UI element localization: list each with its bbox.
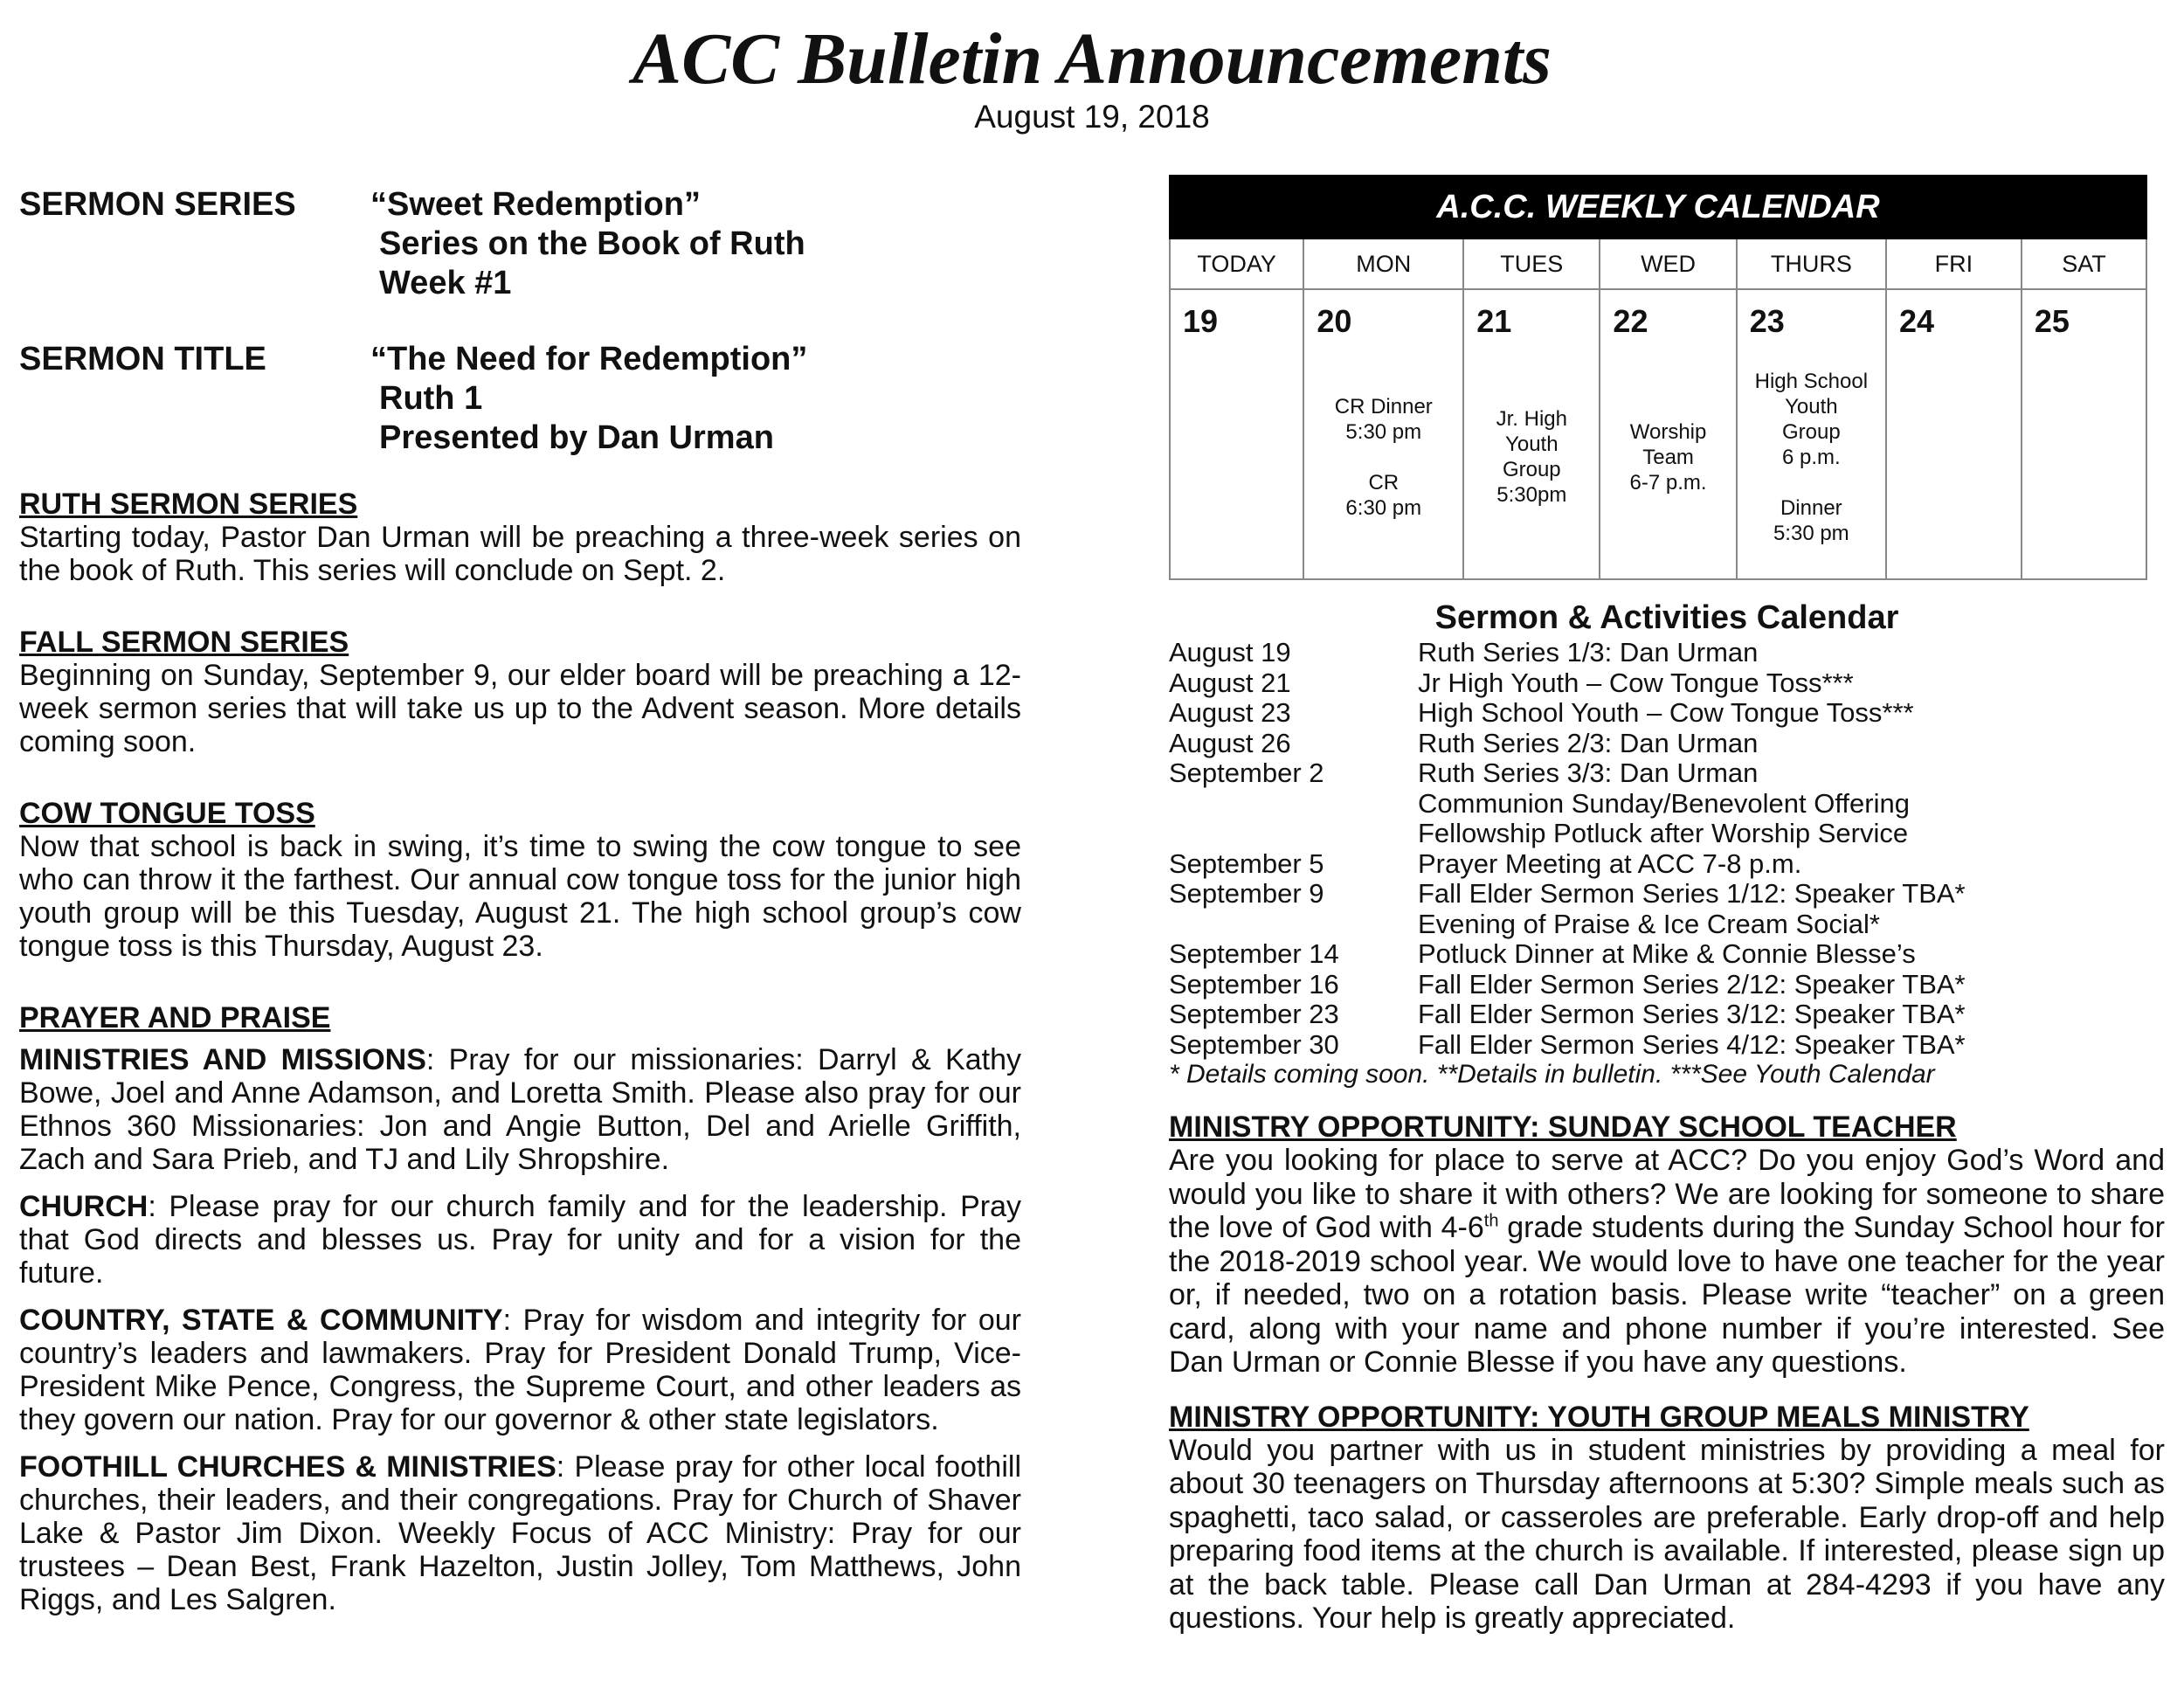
schedule-event: Fall Elder Sermon Series 2/12: Speaker TBA* <box>1418 968 1966 1000</box>
cow-tongue-heading: COW TONGUE TOSS <box>19 797 315 830</box>
schedule-event: Communion Sunday/Benevolent Offering <box>1418 787 1910 819</box>
calendar-event <box>1887 339 2021 575</box>
sermon-title-block <box>19 340 1021 458</box>
schedule-date: September 16 <box>1169 968 1339 1000</box>
calendar-cell <box>1303 289 1463 579</box>
calendar-event <box>1171 339 1303 575</box>
prayer-item <box>19 1043 1021 1176</box>
schedule-row <box>1169 849 2165 880</box>
weekly-calendar <box>1169 175 2147 580</box>
sermon-title-label: SERMON TITLE <box>19 341 266 377</box>
schedule-event: Jr High Youth – Cow Tongue Toss*** <box>1418 667 1854 698</box>
schedule-row <box>1169 638 2165 668</box>
calendar-cell <box>1463 289 1600 579</box>
teacher-text-part: Are you looking for place to serve at ACC? Do you enjoy God’s Word and would you like to share it with others? We are looking for someone to share the love of God with 4-6 <box>1169 1144 2165 1244</box>
schedule-row <box>1169 1000 2165 1030</box>
schedule-event: Fellowship Potluck after Worship Service <box>1418 818 1909 848</box>
calendar-event: High School Youth Group 6 p.m. Dinner 5:30 pm <box>1754 369 1869 545</box>
calendar-body-row <box>1170 289 2146 579</box>
calendar-cell <box>2022 289 2146 579</box>
teacher-text <box>1169 1144 2165 1380</box>
prayer-item-text: : Please pray for our church family and for the leadership. Pray that God directs and blesses us. Pray for unity and for a vision for the future. <box>19 1190 1021 1290</box>
calendar-cell <box>1737 289 1886 579</box>
sermon-title-line: “The Need for Redemption” <box>370 341 808 377</box>
prayer-item-label: FOOTHILL CHURCHES & MINISTRIES <box>19 1450 556 1484</box>
cow-tongue-text: Now that school is back in swing, it’s time to swing the cow tongue to see who can throw it the farthest. Our annual cow tongue toss for the junior high youth group will be this Tuesday, August 21. The high school group’s cow tongue toss is this Thursday, August 23. <box>19 830 1021 963</box>
schedule-date: August 23 <box>1169 697 1291 728</box>
schedule-row <box>1169 879 2165 910</box>
calendar-day-header: SAT <box>2022 239 2146 289</box>
teacher-text-sup: th <box>1483 1211 1499 1231</box>
schedule-event: Evening of Praise & Ice Cream Social* <box>1418 908 1880 939</box>
schedule-event: Ruth Series 2/3: Dan Urman <box>1418 727 1759 758</box>
prayer-item-label: CHURCH <box>19 1190 149 1223</box>
teacher-heading: MINISTRY OPPORTUNITY: SUNDAY SCHOOL TEACHER <box>1169 1110 1957 1144</box>
schedule-row <box>1169 970 2165 1000</box>
left-column <box>19 185 1021 1616</box>
right-column <box>1169 175 2165 1636</box>
schedule-date: September 5 <box>1169 847 1324 879</box>
schedule-event: Fall Elder Sermon Series 3/12: Speaker TBA* <box>1418 999 1966 1029</box>
calendar-cell <box>1600 289 1736 579</box>
schedule-event: Fall Elder Sermon Series 4/12: Speaker TBA* <box>1418 1028 1966 1060</box>
meals-heading: MINISTRY OPPORTUNITY: YOUTH GROUP MEALS MINISTRY <box>1169 1400 2029 1434</box>
schedule-event: Fall Elder Sermon Series 1/12: Speaker TBA* <box>1418 878 1966 909</box>
calendar-date: 22 <box>1613 303 1648 339</box>
bulletin-title: ACC Bulletin Announcements <box>632 18 1552 100</box>
schedule-date <box>1169 819 1418 849</box>
ruth-series-text: Starting today, Pastor Dan Urman will be preaching a three-week series on the book of Ruth. This series will conclude on Sept. 2. <box>19 521 1021 587</box>
calendar-title: A.C.C. WEEKLY CALENDAR <box>1170 176 2146 239</box>
schedule-row <box>1169 1030 2165 1061</box>
fall-series-text: Beginning on Sunday, September 9, our elder board will be preaching a 12-week sermon series that will take us up to the Advent season. More details coming soon. <box>19 659 1021 758</box>
sermon-title-line: Presented by Dan Urman <box>379 419 774 456</box>
schedule-date: August 19 <box>1169 637 1291 668</box>
calendar-date: 24 <box>1898 303 1934 339</box>
calendar-date: 20 <box>1317 303 1352 339</box>
calendar-day-header: THURS <box>1737 239 1886 289</box>
prayer-item-text: : Pray for wisdom and integrity for our country’s leaders and lawmakers. Pray for President Donald Trump, Vice-President Mike Pence, Congress, the Supreme Court, and other leaders as they govern our nation. Pray for our governor & other state legislators. <box>19 1304 1021 1436</box>
sermon-series-line: “Sweet Redemption” <box>370 186 701 223</box>
schedule-date <box>1169 910 1418 940</box>
schedule-note: * Details coming soon. **Details in bulletin. ***See Youth Calendar <box>1169 1060 1935 1089</box>
prayer-item-text: : Please pray for other local foothill churches, their leaders, and their congregations. Pray for Church of Shaver Lake & Pastor Jim Dixon. Weekly Focus of ACC Ministry: Pray for our trustees – Dean Best, Frank Hazelton, Justin Jolley, Tom Matthews, John Riggs, and Les Salgren. <box>19 1450 1021 1616</box>
schedule-date: August 26 <box>1169 727 1291 758</box>
calendar-day-header: WED <box>1600 239 1736 289</box>
schedule-event: Ruth Series 1/3: Dan Urman <box>1418 637 1759 668</box>
fall-series-heading: FALL SERMON SERIES <box>19 626 349 659</box>
calendar-date: 25 <box>2034 303 2070 339</box>
calendar-event <box>2022 339 2146 575</box>
ruth-series-heading: RUTH SERMON SERIES <box>19 488 358 521</box>
calendar-event: Worship Team 6-7 p.m. <box>1629 419 1707 495</box>
prayer-item-label: COUNTRY, STATE & COMMUNITY <box>19 1304 503 1337</box>
schedule-row <box>1169 668 2165 699</box>
schedule-row <box>1169 758 2165 789</box>
schedule-date <box>1169 789 1418 820</box>
calendar-day-header: MON <box>1303 239 1463 289</box>
schedule-row <box>1169 910 2165 940</box>
sermon-series-label: SERMON SERIES <box>19 186 296 223</box>
calendar-day-header: FRI <box>1886 239 2022 289</box>
schedule-title: Sermon & Activities Calendar <box>1434 599 1899 636</box>
calendar-cell <box>1170 289 1303 579</box>
prayer-item-text: : Pray for our missionaries: Darryl & Kathy Bowe, Joel and Anne Adamson, and Loretta Smith. Please also pray for our Ethnos 360 Missionaries: Jon and Angie Button, Del and Arielle Griffith, Zach and Sara Prieb, and TJ and Lily Shropshire. <box>19 1043 1021 1176</box>
schedule-row <box>1169 698 2165 729</box>
schedule-row <box>1169 819 2165 849</box>
calendar-event: CR Dinner 5:30 pm CR 6:30 pm <box>1334 394 1433 520</box>
prayer-item <box>19 1304 1021 1436</box>
schedule-date: September 30 <box>1169 1028 1339 1060</box>
prayer-item <box>19 1190 1021 1290</box>
calendar-date: 21 <box>1476 303 1512 339</box>
meals-text: Would you partner with us in student ministries by providing a meal for about 30 teenagers on Thursday afternoons at 5:30? Simple meals such as spaghetti, taco salad, or casseroles are preferable. Early drop-off and help preparing food items at the church is available. If interested, please sign up at the back table. Please call Dan Urman at 284-4293 if you have any questions. Your help is greatly appreciated. <box>1169 1433 2165 1635</box>
calendar-date: 19 <box>1183 303 1219 339</box>
schedule-event: Ruth Series 3/3: Dan Urman <box>1418 758 1759 788</box>
schedule-event: High School Youth – Cow Tongue Toss*** <box>1418 697 1914 728</box>
sermon-series-block <box>19 185 1021 303</box>
calendar-cell <box>1886 289 2022 579</box>
bulletin-date: August 19, 2018 <box>974 99 1210 135</box>
calendar-day-header: TODAY <box>1170 239 1303 289</box>
sermon-title-line: Ruth 1 <box>379 380 483 417</box>
teacher-text-part: grade students during the Sunday School hour for the 2018-2019 school year. We would love to have one teacher for the year or, if needed, two on a rotation basis. Please write “teacher” on a green card, along with your name and phone number if you’re interested. See Dan Urman or Connie Blesse if you have any questions. <box>1169 1211 2165 1379</box>
calendar-date: 23 <box>1749 303 1785 339</box>
schedule-event: Prayer Meeting at ACC 7-8 p.m. <box>1418 847 1802 879</box>
schedule-row <box>1169 939 2165 970</box>
schedule-row <box>1169 789 2165 820</box>
schedule-date: September 23 <box>1169 999 1339 1029</box>
calendar-day-row <box>1170 239 2146 289</box>
schedule-date: September 9 <box>1169 878 1324 909</box>
prayer-item-label: MINISTRIES AND MISSIONS <box>19 1043 426 1076</box>
schedule-date: September 14 <box>1169 938 1339 969</box>
sermon-series-line: Week #1 <box>379 265 512 301</box>
sermon-series-line: Series on the Book of Ruth <box>379 225 805 262</box>
schedule-list <box>1169 638 2165 1060</box>
schedule-row <box>1169 729 2165 759</box>
calendar-event: Jr. High Youth Group 5:30pm <box>1496 407 1567 507</box>
prayer-item <box>19 1450 1021 1616</box>
schedule-event: Potluck Dinner at Mike & Connie Blesse’s <box>1418 938 1916 969</box>
prayer-heading: PRAYER AND PRAISE <box>19 1001 331 1034</box>
calendar-day-header: TUES <box>1463 239 1600 289</box>
schedule-date: September 2 <box>1169 758 1324 788</box>
schedule-date: August 21 <box>1169 667 1291 698</box>
